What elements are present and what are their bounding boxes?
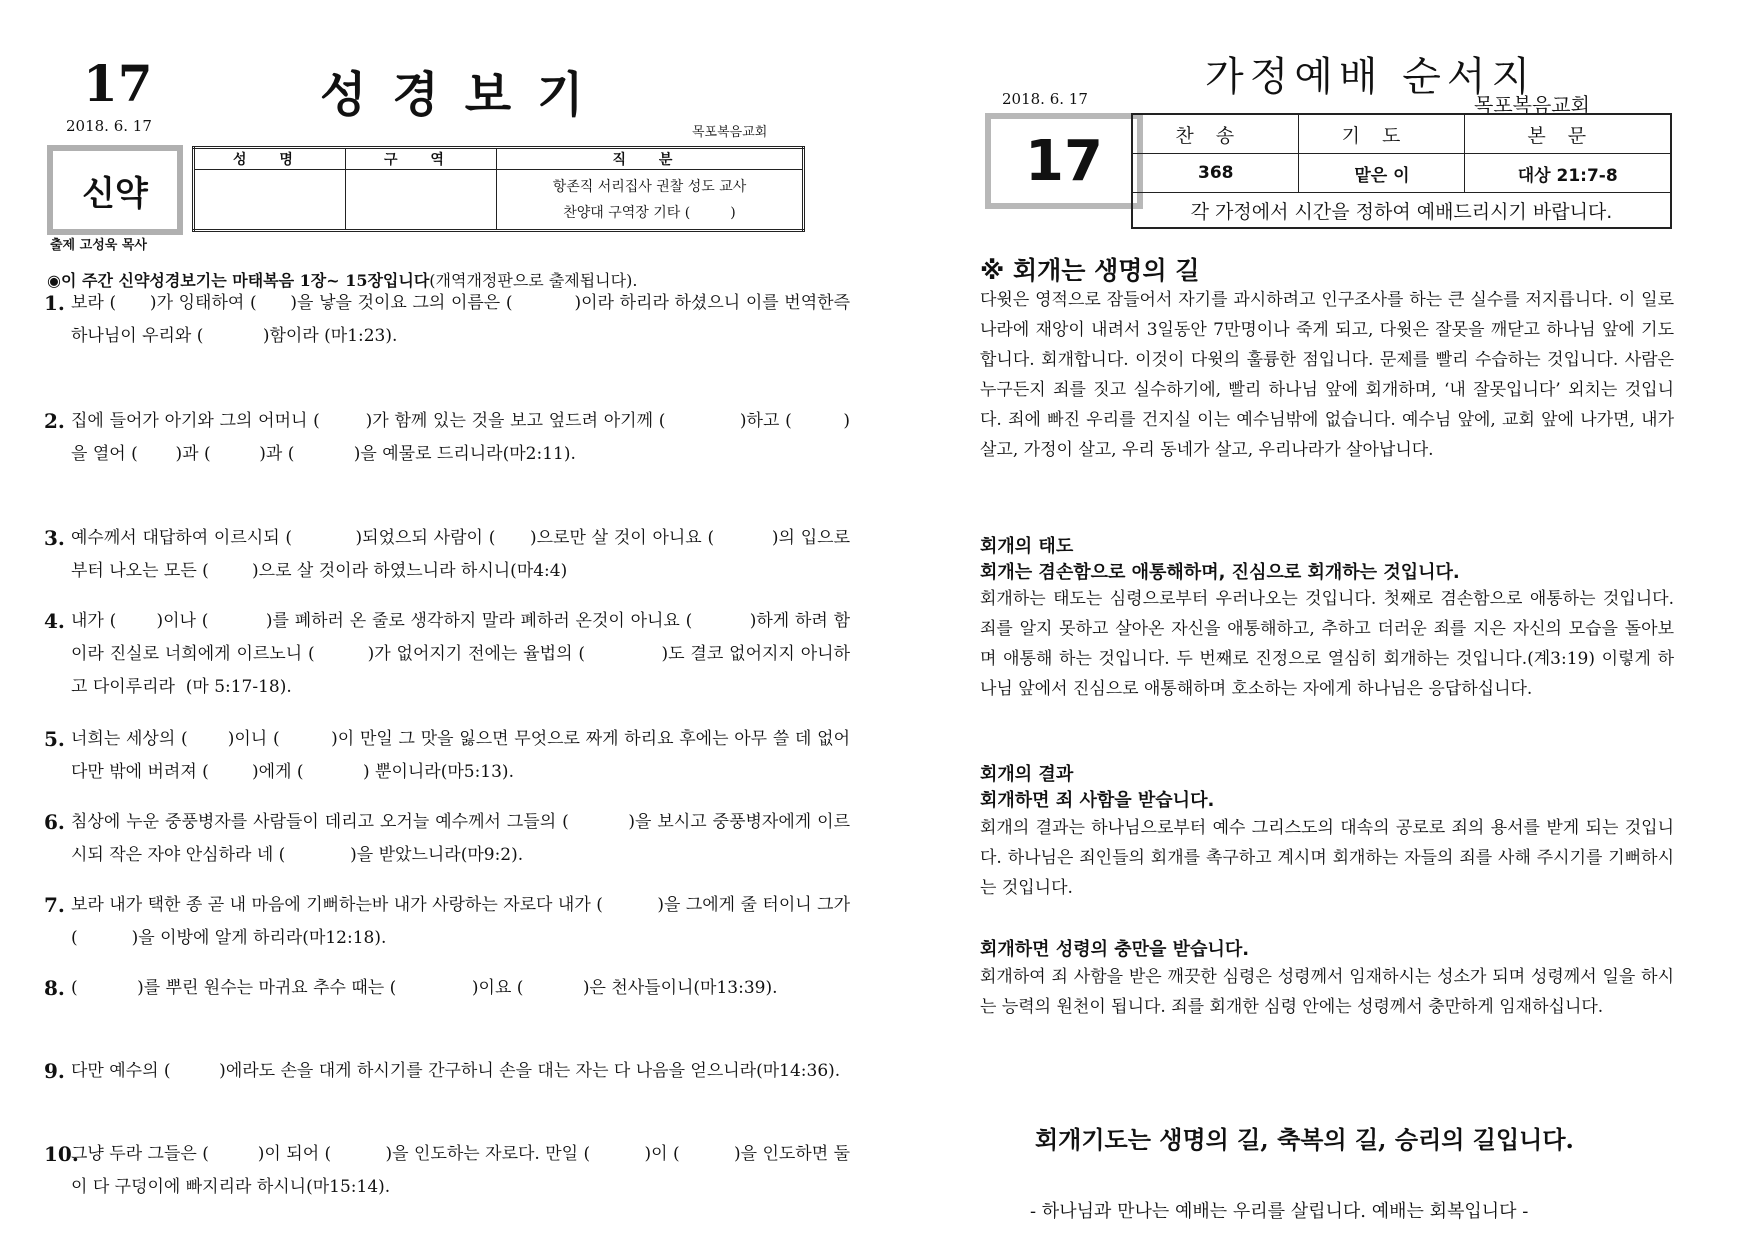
question-number: 2. — [44, 409, 65, 433]
question-5 — [44, 723, 856, 789]
question-text: 너희는 세상의 ( )이니 ( )이 만일 그 맛을 잃으면 무엇으로 짜게 하리요 후에는 아무 쓸 데 없어 다만 밖에 버려져 ( )에게 ( ) 뿐이니라(마5:13). — [71, 729, 856, 782]
question-number: 8. — [44, 976, 65, 1000]
question-text: 보라 ( )가 잉태하여 ( )을 낳을 것이요 그의 이름은 ( )이라 하리라 하셨으니 이를 번역한즉 하나님이 우리와 ( )함이라 (마1:23). — [71, 293, 856, 346]
position-options[interactable] — [497, 170, 804, 231]
prayer-value: 맡은 이 — [1299, 154, 1465, 193]
question-number: 6. — [44, 810, 65, 834]
section-title: ※ 회개는 생명의 길 — [980, 256, 1200, 285]
footer-motto: - 하나님과 만나는 예배는 우리를 살립니다. 예배는 회복입니다 - — [1030, 1201, 1529, 1222]
testament-label: 신약 — [82, 173, 148, 214]
right-church-name: 목포복음교회 — [1474, 93, 1590, 117]
question-text: 다만 예수의 ( )에라도 손을 대게 하시기를 간구하니 손을 대는 자는 다 나음을 얻으니라(마14:36). — [71, 1061, 841, 1081]
scripture-value: 대상 21:7-8 — [1465, 154, 1671, 193]
intro-bold: ◉이 주간 신약성경보기는 마태복음 1장~ 15장입니다 — [47, 271, 430, 290]
question-7 — [44, 889, 856, 955]
header-hymn: 찬송 — [1132, 114, 1299, 154]
question-6 — [44, 806, 850, 872]
roles-line-1: 항존직 서리집사 권찰 성도 교사 — [552, 178, 747, 195]
header-position: 직 분 — [497, 148, 804, 170]
closing-statement: 회개기도는 생명의 길, 축복의 길, 승리의 길입니다. — [1035, 1125, 1574, 1154]
heading-result: 회개의 결과 — [980, 764, 1074, 785]
name-field[interactable] — [194, 170, 346, 231]
participant-info-table — [192, 146, 805, 232]
question-number: 9. — [44, 1059, 65, 1083]
left-page-title: 성경보기 — [320, 67, 610, 123]
question-4 — [44, 605, 850, 704]
week-number: 17 — [1025, 128, 1103, 194]
question-number: 4. — [44, 609, 65, 633]
header-scripture: 본문 — [1465, 114, 1671, 154]
question-2 — [44, 405, 850, 471]
left-church-name: 목포복음교회 — [692, 125, 768, 140]
question-number: 1. — [44, 291, 65, 315]
roles-line-2: 찬양대 구역장 기타 ( ) — [563, 204, 736, 221]
question-10 — [44, 1138, 850, 1204]
district-field[interactable] — [346, 170, 497, 231]
hymn-value: 368 — [1132, 154, 1299, 193]
question-text: 예수께서 대답하여 이르시되 ( )되었으되 사람이 ( )으로만 살 것이 아니요 ( )의 입으로부터 나오는 모든 ( )으로 살 것이라 하였느니라 하시니(마4:4) — [71, 528, 850, 581]
paragraph-1: 다윗은 영적으로 잠들어서 자기를 과시하려고 인구조사를 하는 큰 실수를 저지릅니다. 이 일로 나라에 재앙이 내려서 3일동안 7만명이나 죽게 되고, 다윗은 잘못을 깨닫고 하나님 앞에 기도합니다. 회개합니다. 이것이 다윗의 훌륭한 점입니다. 문제를 빨리 수습하는 것입니다. 사람은 누구든지 죄를 짓고 실수하기에, 빨리 하나님 앞에 회개하며, ‘내 잘못입니다’ 외치는 것입니다. 죄에 빠진 우리를 건지실 이는 예수님밖에 없습니다. 예수님 앞에, 교회 앞에 나가면, 내가 살고, 가정이 살고, 우리 동네가 살고, 우리나라가 살아납니다. — [980, 290, 1674, 460]
question-9 — [44, 1055, 850, 1088]
question-text: 침상에 누운 중풍병자를 사람들이 데리고 오거늘 예수께서 그들의 ( )을 보시고 중풍병자에게 이르시되 작은 자야 안심하라 네 ( )을 받았느니라(마9:2). — [71, 812, 850, 865]
paragraph-4: 회개하여 죄 사함을 받은 깨끗한 심령은 성령께서 임재하시는 성소가 되며 성령께서 일을 하시는 능력의 원천이 됩니다. 죄를 회개한 심령 안에는 성령께서 충만하게 임재하십니다. — [980, 967, 1674, 1017]
subheading-forgiveness: 회개하면 죄 사함을 받습니다. — [980, 790, 1215, 811]
question-text: 보라 내가 택한 종 곧 내 마음에 기뻐하는바 내가 사랑하는 자로다 내가 ( )을 그에게 줄 터이니 그가 ( )을 이방에 알게 하리라(마12:18). — [71, 895, 856, 948]
question-text: 내가 ( )이나 ( )를 폐하러 온 줄로 생각하지 말라 폐하러 온것이 아니요 ( )하게 하려 함이라 진실로 너희에게 이르노니 ( )가 없어지기 전에는 율법의 ( )도 결코 없어지지 아니하고 다이루리라 (마 5:17-18). — [71, 611, 850, 697]
left-date: 2018. 6. 17 — [66, 117, 152, 135]
worship-order-table — [1131, 113, 1672, 229]
question-text: 집에 들어가 아기와 그의 어머니 ( )가 함께 있는 것을 보고 엎드려 아기께 ( )하고 ( )을 열어 ( )과 ( )과 ( )을 예물로 드리니라(마2:11). — [71, 411, 850, 464]
header-district: 구 역 — [346, 148, 497, 170]
question-number: 3. — [44, 526, 65, 550]
intro-note: (개역개정판으로 출제됩니다). — [429, 271, 638, 290]
right-page-title: 가정예배 순서지 — [1205, 54, 1537, 100]
table-footer-note: 각 가정에서 시간을 정하여 예배드리시기 바랍니다. — [1132, 193, 1671, 229]
author-credit: 출제 고성욱 목사 — [50, 238, 147, 253]
testament-badge — [47, 145, 183, 235]
question-number: 5. — [44, 727, 65, 751]
subheading-attitude: 회개는 겸손함으로 애통해하며, 진심으로 회개하는 것입니다. — [980, 562, 1460, 583]
header-name: 성 명 — [194, 148, 346, 170]
left-page-number: 17 — [83, 54, 153, 113]
question-3 — [44, 522, 850, 588]
paragraph-2: 회개하는 태도는 심령으로부터 우러나오는 것입니다. 첫째로 겸손함으로 애통하는 것입니다. 죄를 알지 못하고 살아온 자신을 애통해하고, 추하고 더러운 죄를 지은 자신의 모습을 돌아보며 애통해 하는 것입니다. 두 번째로 진정으로 열심히 회개하는 것입니다.(계3:19) 이렇게 하나님 앞에서 진심으로 애통해하며 호소하는 자에게 하나님은 응답하십니다. — [980, 589, 1674, 699]
heading-attitude: 회개의 태도 — [980, 536, 1074, 557]
question-text: ( )를 뿌린 원수는 마귀요 추수 때는 ( )이요 ( )은 천사들이니(마13:39). — [71, 978, 778, 998]
right-date: 2018. 6. 17 — [1002, 90, 1088, 108]
question-number: 10. — [44, 1142, 79, 1166]
question-number: 7. — [44, 893, 65, 917]
subheading-holy-spirit: 회개하면 성령의 충만을 받습니다. — [980, 939, 1250, 960]
header-prayer: 기도 — [1299, 114, 1465, 154]
question-text: 그냥 두라 그들은 ( )이 되어 ( )을 인도하는 자로다. 만일 ( )이 ( )을 인도하면 둘이 다 구덩이에 빠지리라 하시니(마15:14). — [71, 1144, 850, 1197]
question-1 — [44, 287, 856, 353]
question-8 — [44, 972, 850, 1005]
paragraph-3: 회개의 결과는 하나님으로부터 예수 그리스도의 대속의 공로로 죄의 용서를 받게 되는 것입니다. 하나님은 죄인들의 회개를 촉구하고 계시며 회개하는 자들의 죄를 사해 주시기를 기뻐하시는 것입니다. — [980, 818, 1674, 898]
week-number-badge — [985, 113, 1143, 209]
